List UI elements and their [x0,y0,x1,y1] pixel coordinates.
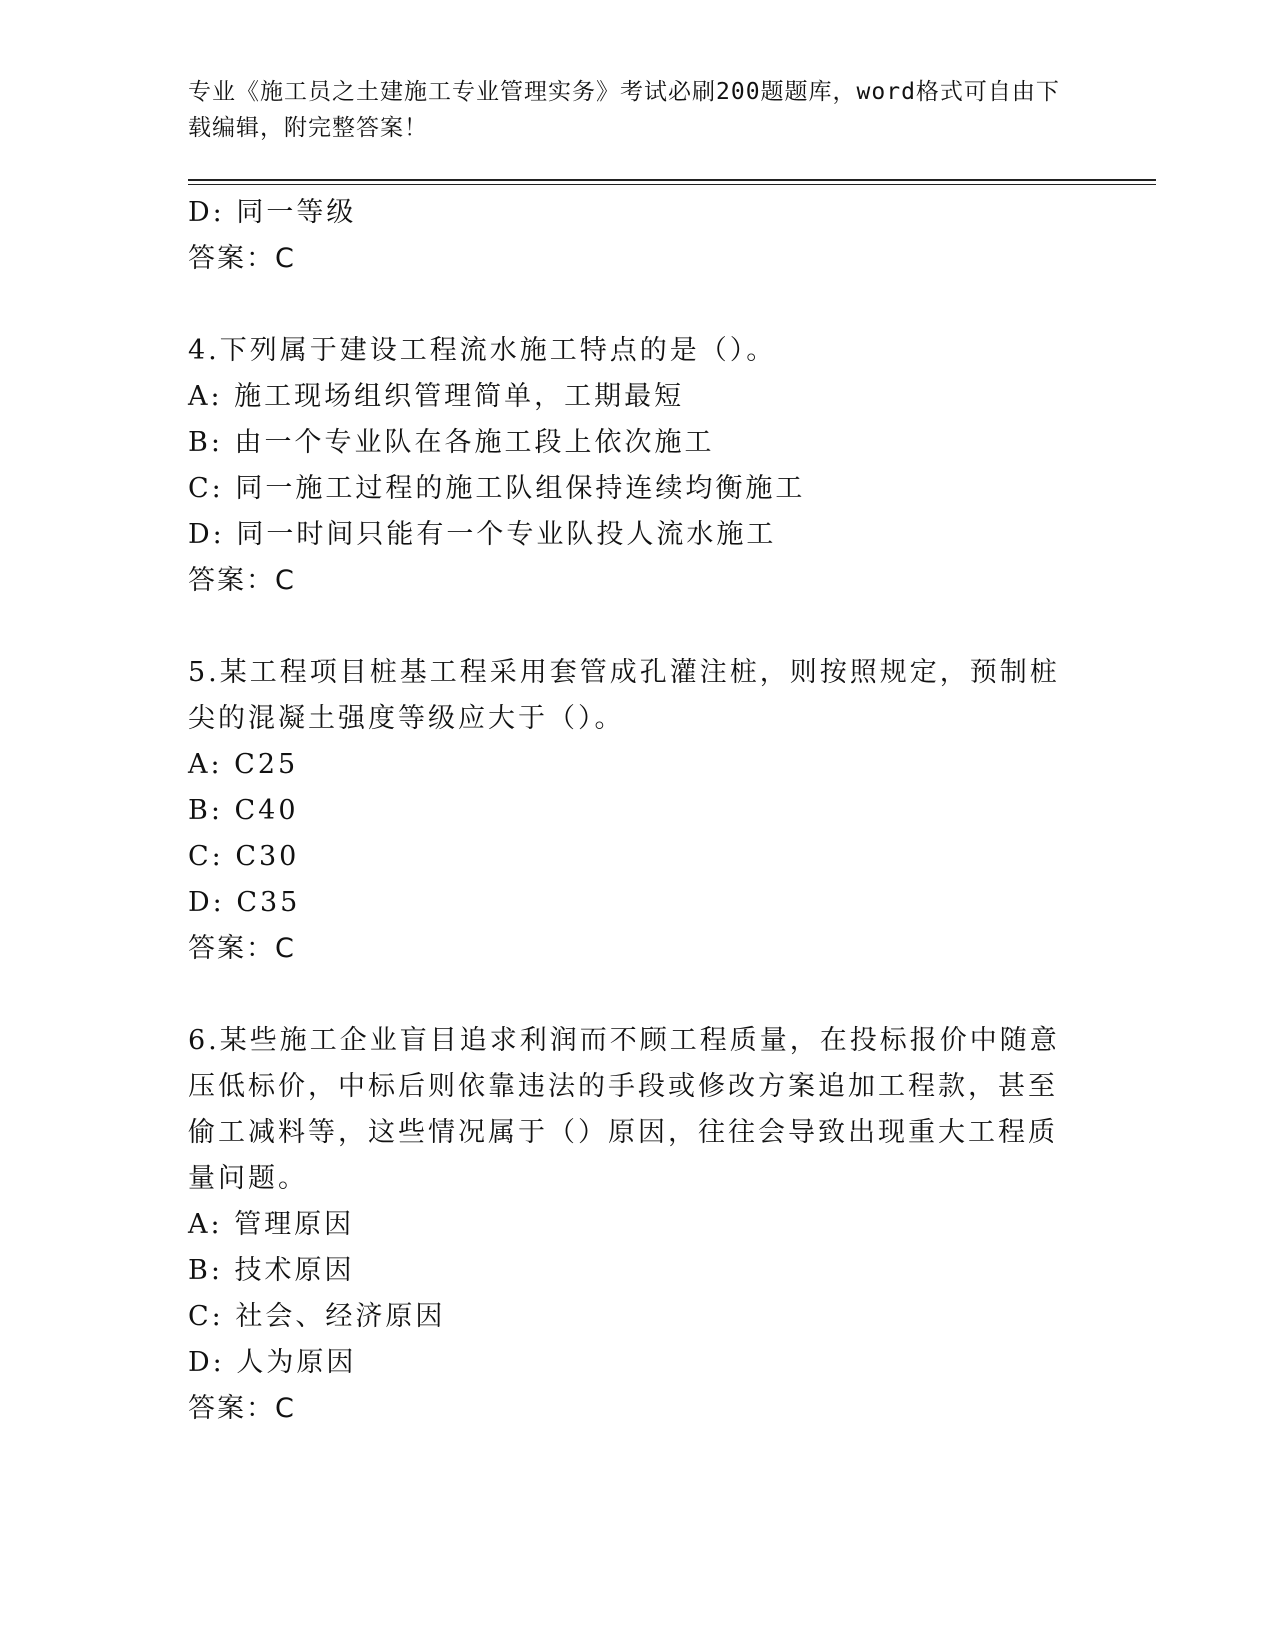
question-option: A: 管理原因 [188,1209,355,1240]
question-option: A: C25 [188,749,299,780]
question-stem: 4.下列属于建设工程流水施工特点的是（）。 [188,335,777,366]
question-answer: 答案：C [188,565,296,596]
spacer [188,604,1068,650]
question-option: C: C30 [188,841,300,872]
question-stem: 5.某工程项目桩基工程采用套管成孔灌注桩，则按照规定，预制桩尖的混凝土强度等级应大于（）。 [188,657,1060,734]
header-rule-thick [188,179,1156,181]
question-answer: 答案：C [188,933,296,964]
page-header: 专业《施工员之土建施工专业管理实务》考试必刷200题题库，word格式可自由下载编辑，附完整答案！ [188,79,1060,141]
prev-question-answer: 答案：C [188,243,296,274]
question-block [188,328,1068,604]
question-option: A: 施工现场组织管理简单，工期最短 [188,381,685,412]
header-rule-thin [188,184,1156,185]
spacer [188,972,1068,1018]
question-answer: 答案：C [188,1393,296,1424]
question-option: C: 同一施工过程的施工队组保持连续均衡施工 [188,473,806,504]
question-block [188,650,1068,972]
document-body [188,190,1068,1432]
question-block [188,1018,1068,1432]
question-option: D: 人为原因 [188,1347,357,1378]
question-option: C: 社会、经济原因 [188,1301,446,1332]
spacer [188,282,1068,328]
question-option: B: 由一个专业队在各施工段上依次施工 [188,427,715,458]
question-option: B: C40 [188,795,299,826]
question-stem: 6.某些施工企业盲目追求利润而不顾工程质量，在投标报价中随意压低标价，中标后则依靠违法的手段或修改方案追加工程款，甚至偷工减料等，这些情况属于（）原因，往往会导致出现重大工程质量问题。 [188,1025,1060,1194]
prev-question-option-d: D: 同一等级 [188,197,357,228]
question-option: B: 技术原因 [188,1255,355,1286]
question-option: D: C35 [188,887,301,918]
question-option: D: 同一时间只能有一个专业队投人流水施工 [188,519,777,550]
